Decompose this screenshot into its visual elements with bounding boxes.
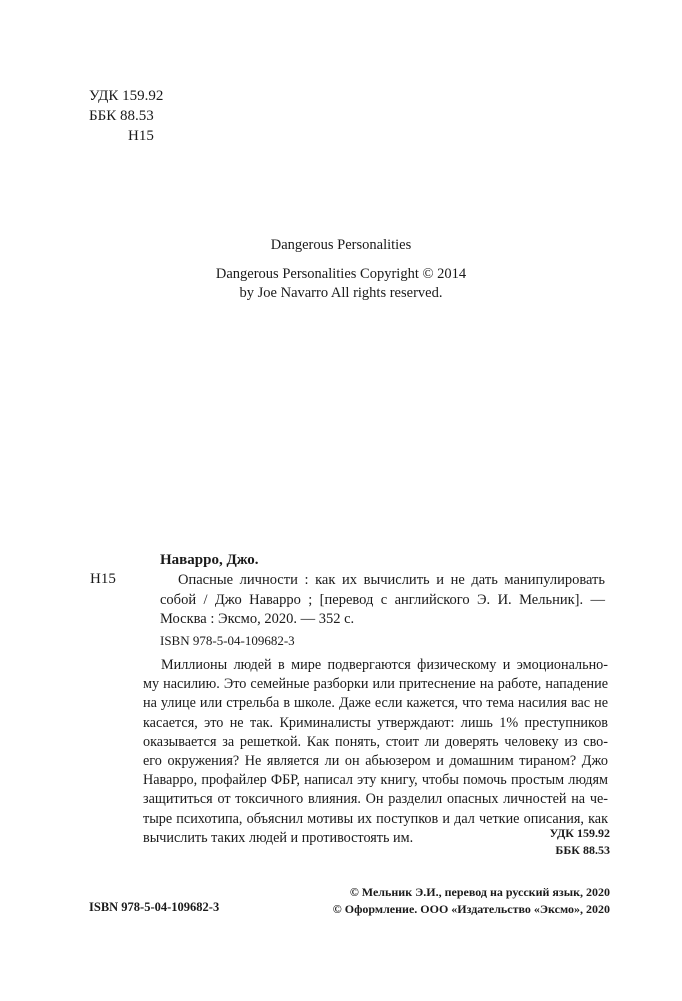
annotation-line: защититься от токсичного влияния. Он разделил опасных личностей на че-: [143, 791, 608, 808]
author-mark: Н15: [128, 128, 154, 144]
author-call-code: Н15: [90, 571, 116, 587]
annotation-line: касается, это не так. Криминалисты утверждают: лишь 1% преступников: [143, 714, 608, 731]
isbn-footer: ISBN 978-5-04-109682-3: [89, 900, 220, 914]
copyright-line-2: by Joe Navarro All rights reserved.: [239, 285, 443, 301]
copyright-notices: [300, 884, 610, 918]
original-title: Dangerous Personalities: [270, 237, 412, 253]
annotation-line: Миллионы людей в мире подвергаются физическому и эмоционально-: [161, 657, 608, 673]
original-copyright: [0, 265, 682, 303]
annotation-line: вычислить таких людей и противостоять им.: [143, 829, 414, 846]
bbk-code: ББК 88.53: [89, 108, 154, 124]
udk-code-bottom: УДК 159.92: [549, 826, 610, 840]
annotation-line: его окружения? Не является ли он абьюзером и домашним тираном? Джо: [143, 753, 608, 770]
bbk-code-bottom: ББК 88.53: [555, 843, 610, 857]
udk-code: УДК 159.92: [89, 88, 164, 104]
annotation-line: Наварро, профайлер ФБР, написал эту книгу, чтобы помочь простым людям: [143, 772, 608, 789]
design-rights: © Оформление. ООО «Издательство «Эксмо», 2020: [332, 902, 610, 916]
annotation-line: му насилию. Это семейные разборки или притеснение на работе, нападение: [143, 676, 608, 693]
isbn-record: ISBN 978-5-04-109682-3: [160, 633, 295, 648]
classification-codes-top: [89, 86, 163, 146]
classification-codes-bottom: [480, 825, 610, 859]
annotation-line: тыре психотипа, объяснил мотивы их поступков и дал четкие описания, как: [143, 810, 608, 827]
annotation-line: на улице или стрельба в школе. Даже если кажется, что тема насилия вас не: [143, 695, 608, 712]
bibliographic-description: Опасные личности : как их вычислить и не дать манипулировать собой / Джо Наварро ; [перевод с английского Э. И. Мельник]. — Москва : Эксмо, 2020. — 352 с.: [160, 572, 605, 627]
annotation: [143, 656, 608, 848]
author-heading: Наварро, Джо.: [160, 552, 259, 568]
copyright-line-1: Dangerous Personalities Copyright © 2014: [215, 266, 467, 282]
annotation-line: оказывается за решеткой. Как понять, стоит ли доверять человеку из сво-: [143, 733, 608, 750]
translation-rights: © Мельник Э.И., перевод на русский язык, 2020: [349, 885, 610, 899]
